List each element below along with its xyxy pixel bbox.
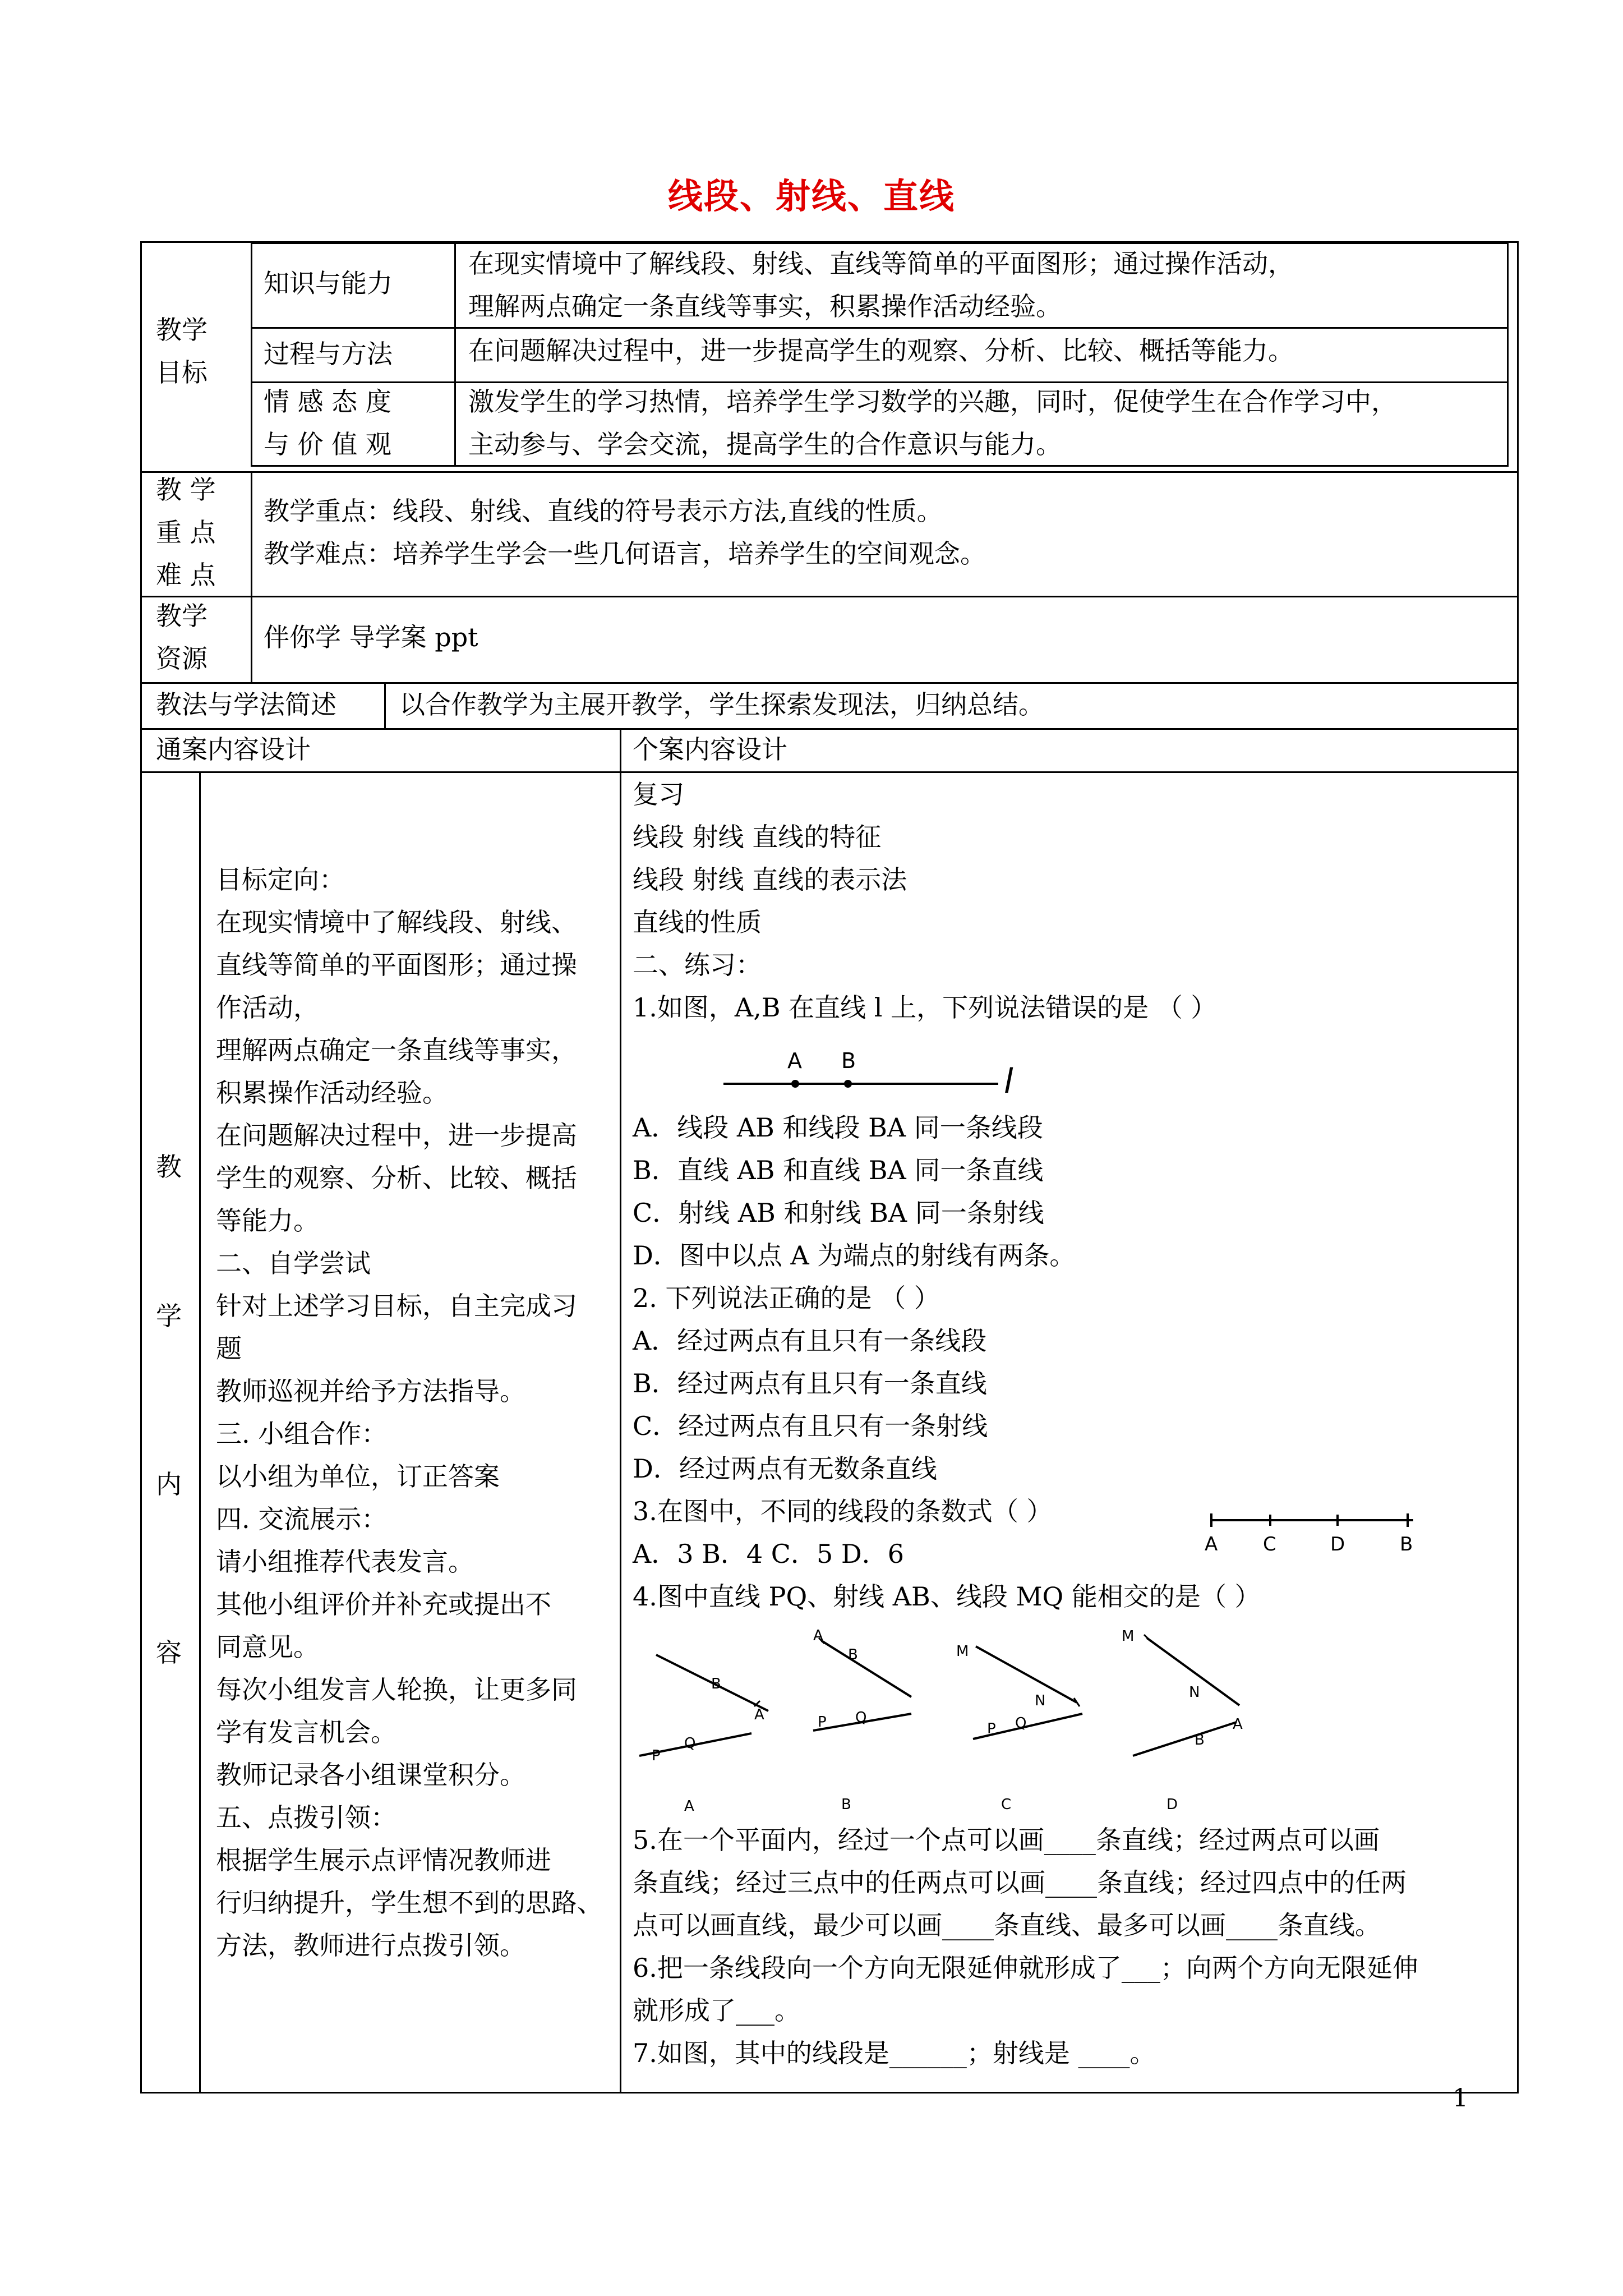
svg-text:A: A	[684, 1798, 694, 1815]
content-label-3: 内	[156, 1469, 182, 1499]
svg-text:B: B	[1195, 1732, 1205, 1749]
key-points-label: 教 学 重 点 难 点	[156, 475, 216, 590]
svg-text:C: C	[1001, 1796, 1012, 1813]
fig4-option-c	[956, 1643, 1082, 1813]
exercises-1-4: A．线段 AB 和线段 BA 同一条线段 B．直线 AB 和直线 BA 同一条直线 C．射线 AB 和射线 BA 同一条射线 D．图中以点 A 为端点的射线有两条。 2. 下列说法正确的是 （ ） A．经过两点有且只有一条线段 B．经过两点有且只有一条直线 C．经过两点有且只有一条射线 D．经过两点有无数条直线 3.在图中，不同的线段的条数式（ ） A．3 B．4 C．5 D．6 4.图中直线 PQ、射线 AB、线段 MQ 能相交的是（ ）	[633, 1112, 1261, 1612]
svg-text:P: P	[987, 1720, 996, 1737]
objective-text-process: 在问题解决过程中，进一步提高学生的观察、分析、比较、概括等能力。	[468, 335, 1294, 366]
exercises-5-7: 5.在一个平面内，经过一个点可以画____条直线；经过两点可以画 条直线；经过三点中的任两点可以画____条直线；经过四点中的任两 点可以画直线，最少可以画____条直线、最多可以画____条直线。 6.把一条线段向一个方向无限延伸就形成了___；向两个方向无限延伸 就形成了___。 7.如图，其中的线段是______；射线是 ____。	[633, 1825, 1418, 2068]
figure-segment-acdb	[1200, 1509, 1424, 1559]
figure-intersections	[628, 1621, 1436, 1818]
fig1-label-l: l	[1004, 1062, 1013, 1099]
svg-text:N: N	[1189, 1684, 1200, 1701]
header-general-design: 通案内容设计	[156, 734, 311, 765]
svg-text:Q: Q	[1015, 1715, 1027, 1732]
svg-text:P: P	[652, 1747, 661, 1764]
objective-text-knowledge: 在现实情境中了解线段、射线、直线等简单的平面图形；通过操作活动， 理解两点确定一条直线等事实，积累操作活动经验。	[468, 249, 1294, 321]
svg-text:Q: Q	[855, 1709, 867, 1726]
fig4-option-d	[1122, 1628, 1243, 1813]
svg-text:Q: Q	[684, 1735, 696, 1752]
fig4-option-b	[813, 1627, 911, 1813]
review-section: 复习 线段 射线 直线的特征 线段 射线 直线的表示法 直线的性质 二、练习： 1.如图，A,B 在直线 l 上，下列说法错误的是 （ ）	[633, 779, 1217, 1023]
methods-label: 教法与学法简述	[156, 689, 336, 720]
svg-text:D: D	[1166, 1796, 1178, 1813]
figure-line-l	[718, 1038, 1043, 1099]
general-design-text: 目标定向： 在现实情境中了解线段、射线、 直线等简单的平面图形；通过操 作活动， 理解两点确定一条直线等事实， 积累操作活动经验。 在问题解决过程中，进一步提高 学生的观察、分析、比较、概括 等能力。 二、自学尝试 针对上述学习目标，自主完成习 题 教师巡视并给予方法指导。 三. 小组合作： 以小组为单位，订正答案 四. 交流展示： 请小组推荐代表发言。 其他小组评价并补充或提出不 同意见。 每次小组发言人轮换，让更多同 学有发言机会。 教师记录各小组课堂积分。 五、点拨引领： 根据学生展示点评情况教师进 行归纳提升，学生想不到的思路、 方法，教师进行点拨引领。	[216, 864, 603, 1961]
fig3-label-d: D	[1330, 1533, 1345, 1556]
fig3-label-c: C	[1263, 1533, 1276, 1556]
fig3-label-a: A	[1205, 1533, 1218, 1556]
svg-text:B: B	[711, 1676, 721, 1692]
key-points-text: 教学重点：线段、射线、直线的符号表示方法,直线的性质。 教学难点：培养学生学会一些几何语言，培养学生的空间观念。	[264, 496, 986, 569]
svg-text:N: N	[1035, 1692, 1046, 1709]
page-title: 线段、射线、直线	[667, 176, 955, 217]
objective-name-knowledge: 知识与能力	[264, 268, 393, 298]
page-number: 1	[1453, 2084, 1468, 2113]
svg-text:B: B	[841, 1796, 851, 1813]
objectives-label: 教学 目标	[156, 315, 208, 388]
svg-text:A: A	[754, 1706, 764, 1723]
svg-text:B: B	[848, 1646, 858, 1663]
svg-text:M: M	[956, 1643, 969, 1660]
objective-text-emotion: 激发学生的学习热情，培养学生学习数学的兴趣，同时，促使学生在合作学习中， 主动参与、学会交流，提高学生的合作意识与能力。	[468, 386, 1397, 459]
content-label-4: 容	[156, 1637, 182, 1668]
svg-text:M: M	[1122, 1628, 1135, 1645]
svg-text:A: A	[1233, 1716, 1243, 1733]
objective-name-process: 过程与方法	[264, 339, 393, 369]
fig1-label-a: A	[787, 1048, 802, 1073]
resources-label: 教学 资源	[156, 601, 208, 674]
resources-text: 伴你学 导学案 ppt	[264, 622, 478, 652]
fig3-label-b: B	[1400, 1533, 1413, 1556]
objective-name-emotion: 情 感 态 度 与 价 值 观	[264, 386, 391, 459]
header-individual-design: 个案内容设计	[633, 734, 787, 765]
fig4-option-a	[639, 1655, 768, 1815]
content-label-1: 教	[156, 1152, 182, 1182]
svg-text:P: P	[818, 1714, 827, 1731]
svg-text:A: A	[813, 1627, 823, 1644]
fig1-label-b: B	[841, 1048, 856, 1073]
methods-text: 以合作教学为主展开教学，学生探索发现法，归纳总结。	[399, 689, 1044, 720]
content-label-2: 学	[156, 1301, 182, 1331]
